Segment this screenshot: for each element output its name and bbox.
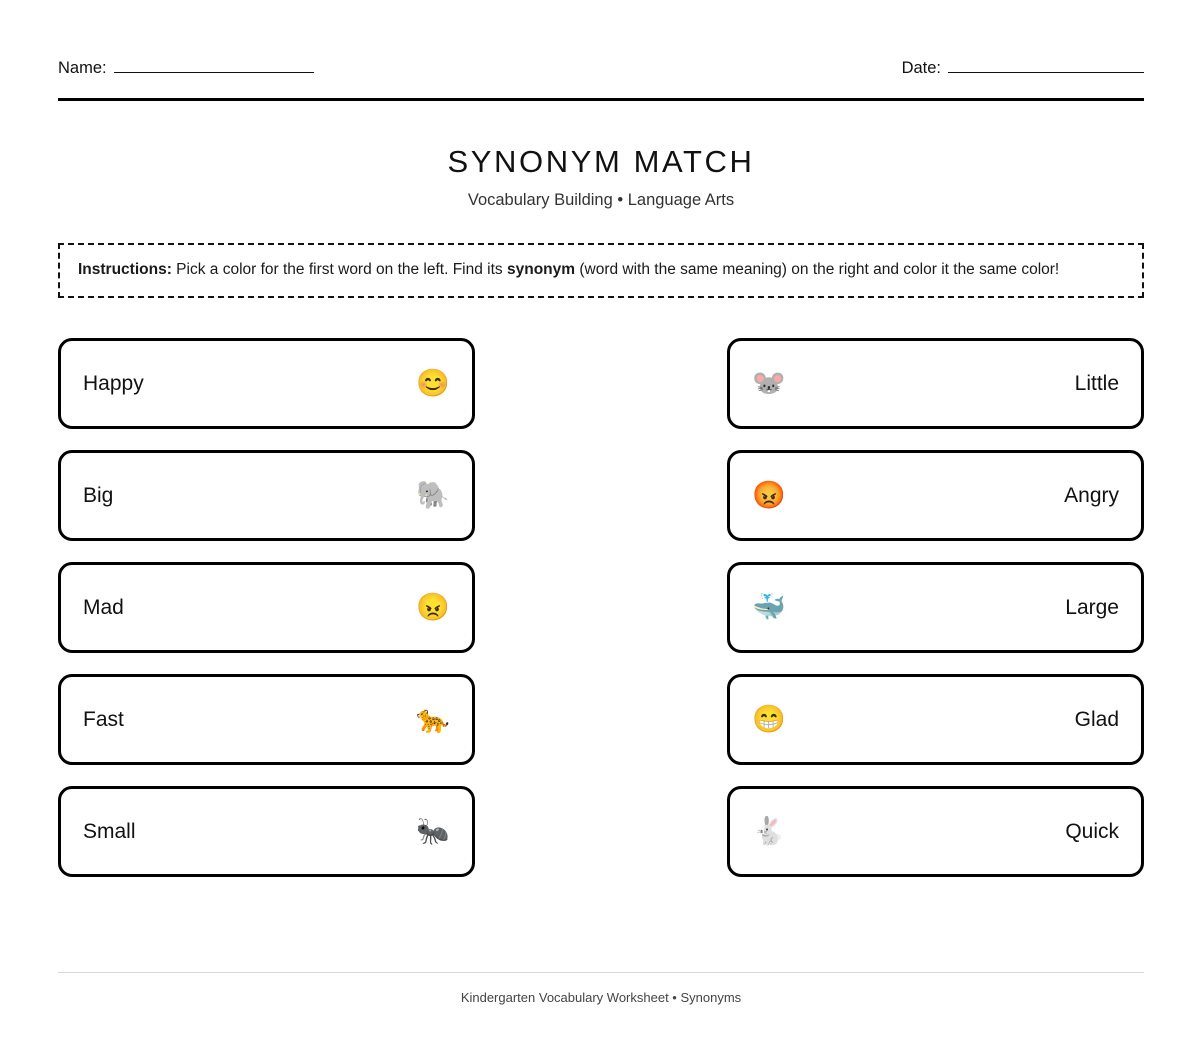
page-subtitle: Vocabulary Building • Language Arts [467, 191, 735, 210]
footer-divider [58, 972, 1144, 973]
word-card-glad[interactable] [727, 674, 1144, 765]
word-card-big[interactable] [58, 450, 475, 541]
name-date-row [58, 0, 1144, 78]
footer [58, 972, 1144, 1005]
word-card-large[interactable] [727, 562, 1144, 653]
elephant-icon: 🐘 [416, 480, 450, 511]
left-word-column [58, 338, 475, 877]
ant-icon: 🐜 [416, 816, 450, 847]
card-word-label: Fast [83, 708, 124, 732]
pouting-face-icon: 😡 [752, 480, 786, 511]
header-divider [58, 98, 1144, 101]
right-word-column [727, 338, 1144, 877]
beaming-face-icon: 😁 [752, 704, 786, 735]
name-input-line[interactable] [114, 58, 314, 73]
instructions-box [58, 243, 1144, 298]
instructions-text [78, 259, 1124, 281]
footer-text: Kindergarten Vocabulary Worksheet • Synonyms [460, 990, 742, 1005]
instructions-part2: (word with the same meaning) on the right and color it the same color! [575, 260, 1060, 278]
word-card-quick[interactable] [727, 786, 1144, 877]
title-block [58, 145, 1144, 211]
date-label: Date: [901, 59, 941, 77]
instructions-part1: Pick a color for the first word on the left. Find its [171, 260, 507, 278]
word-card-little[interactable] [727, 338, 1144, 429]
card-word-label: Little [1074, 372, 1119, 396]
card-word-label: Small [83, 820, 136, 844]
match-area [58, 338, 1144, 877]
instructions-label: Instructions: [78, 260, 172, 278]
date-field-group [902, 58, 1144, 78]
angry-face-icon: 😠 [416, 592, 450, 623]
name-field-group [58, 58, 314, 78]
card-word-label: Angry [1064, 484, 1119, 508]
mouse-face-icon: 🐭 [752, 368, 786, 399]
word-card-angry[interactable] [727, 450, 1144, 541]
name-label: Name: [58, 59, 107, 77]
card-word-label: Mad [83, 596, 124, 620]
word-card-mad[interactable] [58, 562, 475, 653]
card-word-label: Quick [1065, 820, 1119, 844]
instructions-emphasis: synonym [506, 260, 576, 278]
word-card-small[interactable] [58, 786, 475, 877]
whale-icon: 🐳 [752, 592, 786, 623]
card-word-label: Happy [83, 372, 144, 396]
date-input-line[interactable] [948, 58, 1144, 73]
card-word-label: Glad [1074, 708, 1119, 732]
leopard-icon: 🐆 [416, 704, 450, 735]
card-word-label: Big [83, 484, 114, 508]
smiling-face-icon: 😊 [416, 368, 450, 399]
word-card-happy[interactable] [58, 338, 475, 429]
rabbit-icon: 🐇 [752, 816, 786, 847]
word-card-fast[interactable] [58, 674, 475, 765]
page-title: SYNONYM MATCH [447, 144, 755, 179]
card-word-label: Large [1065, 596, 1119, 620]
